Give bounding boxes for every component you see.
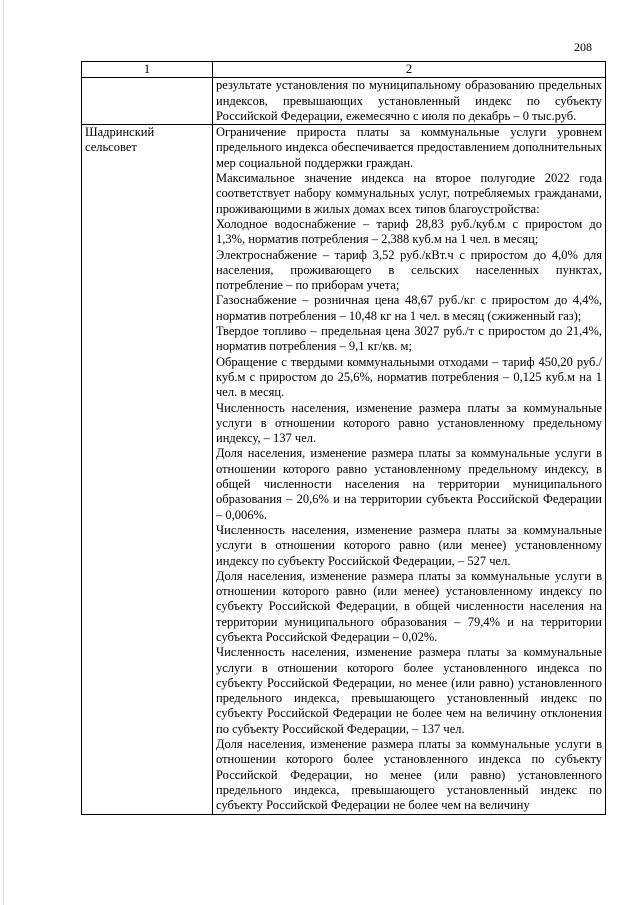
paragraph: результате установления по муниципальному образованию предельных индексов, превышающих установленный индекс по субъекту Российской Федерации, ежемесячно с июля по декабрь – 0 тыс.руб. — [216, 78, 602, 123]
paragraph: Доля населения, изменение размера платы за коммунальные услуги в отношении которого более установленного индекса по субъекту Российской Федерации, но менее (или равно) установленного предельного индекса, превышающего установленный индекс по субъекту Российской Федерации не более чем на величину — [216, 737, 602, 813]
paragraph: Численность населения, изменение размера платы за коммунальные услуги в отношении которого более установленного индекса по субъекту Российской Федерации, но менее (или равно) установленного предельного индекса, превышающего установленный индекс по субъекту Российской Федерации не более чем на величину отклонения по субъекту Российской Федерации, – 137 чел. — [216, 645, 602, 736]
paragraph: Твердое топливо – предельная цена 3027 руб./т с приростом до 21,4%, норматив потребления – 9,1 кг/кв. м; — [216, 324, 602, 354]
column-header-1: 1 — [82, 62, 213, 78]
table-row — [82, 125, 606, 814]
row-1-description — [213, 78, 606, 125]
paragraph: Газоснабжение – розничная цена 48,67 руб./кг с приростом до 4,4%, норматив потребления – 10,48 кг на 1 чел. в месяц (сжиженный газ); — [216, 293, 602, 323]
paragraph: Доля населения, изменение размера платы за коммунальные услуги в отношении которого равно установленному предельному индексу, в общей численности населения на территории муниципального образования – 20,6% и на территории субъекта Российской Федерации – 0,006%. — [216, 446, 602, 522]
paragraph: Обращение с твердыми коммунальными отходами – тариф 450,20 руб./куб.м с приростом до 25,6%, норматив потребления – 0,125 куб.м на 1 чел. в месяц. — [216, 354, 602, 400]
paragraph: Холодное водоснабжение – тариф 28,83 руб./куб.м с приростом до 1,3%, норматив потребления – 2,388 куб.м на 1 чел. в месяц; — [216, 216, 602, 247]
paragraph: Численность населения, изменение размера платы за коммунальные услуги в отношении которого равно (или менее) установленному индексу по субъекту Российской Федерации, – 527 чел. — [216, 522, 602, 568]
scan-edge — [3, 0, 4, 905]
paragraph: Доля населения, изменение размера платы за коммунальные услуги в отношении которого равно (или менее) установленному индексу по субъекту Российской Федерации, в общей численности населения на территории муниципального образования – 79,4% и на территории субъекта Российской Федерации – 0,02%. — [216, 568, 602, 644]
paragraph: Ограничение прироста платы за коммунальные услуги уровнем предельного индекса обеспечивается предоставлением дополнительных мер социальной поддержки граждан. — [216, 125, 602, 170]
table-header-row — [82, 62, 606, 78]
table-row — [82, 78, 606, 125]
row-2-description — [213, 125, 606, 814]
row-1-municipality — [82, 78, 213, 125]
paragraph: Электроснабжение – тариф 3,52 руб./кВт.ч с приростом до 4,0% для населения, проживающего в сельских населенных пунктах, потребление – по приборам учета; — [216, 247, 602, 293]
paragraph: Максимальное значение индекса на второе полугодие 2022 года соответствует набору коммунальных услуг, потребляемых гражданами, проживающими в жилых домах всех типов благоустройства: — [216, 171, 602, 216]
page-number: 208 — [574, 40, 592, 54]
column-header-2: 2 — [213, 62, 606, 78]
row-2-municipality: Шадринский сельсовет — [82, 125, 213, 814]
data-table — [81, 61, 606, 815]
paragraph: Численность населения, изменение размера платы за коммунальные услуги в отношении которого равно установленному предельному индексу, – 137 чел. — [216, 400, 602, 446]
